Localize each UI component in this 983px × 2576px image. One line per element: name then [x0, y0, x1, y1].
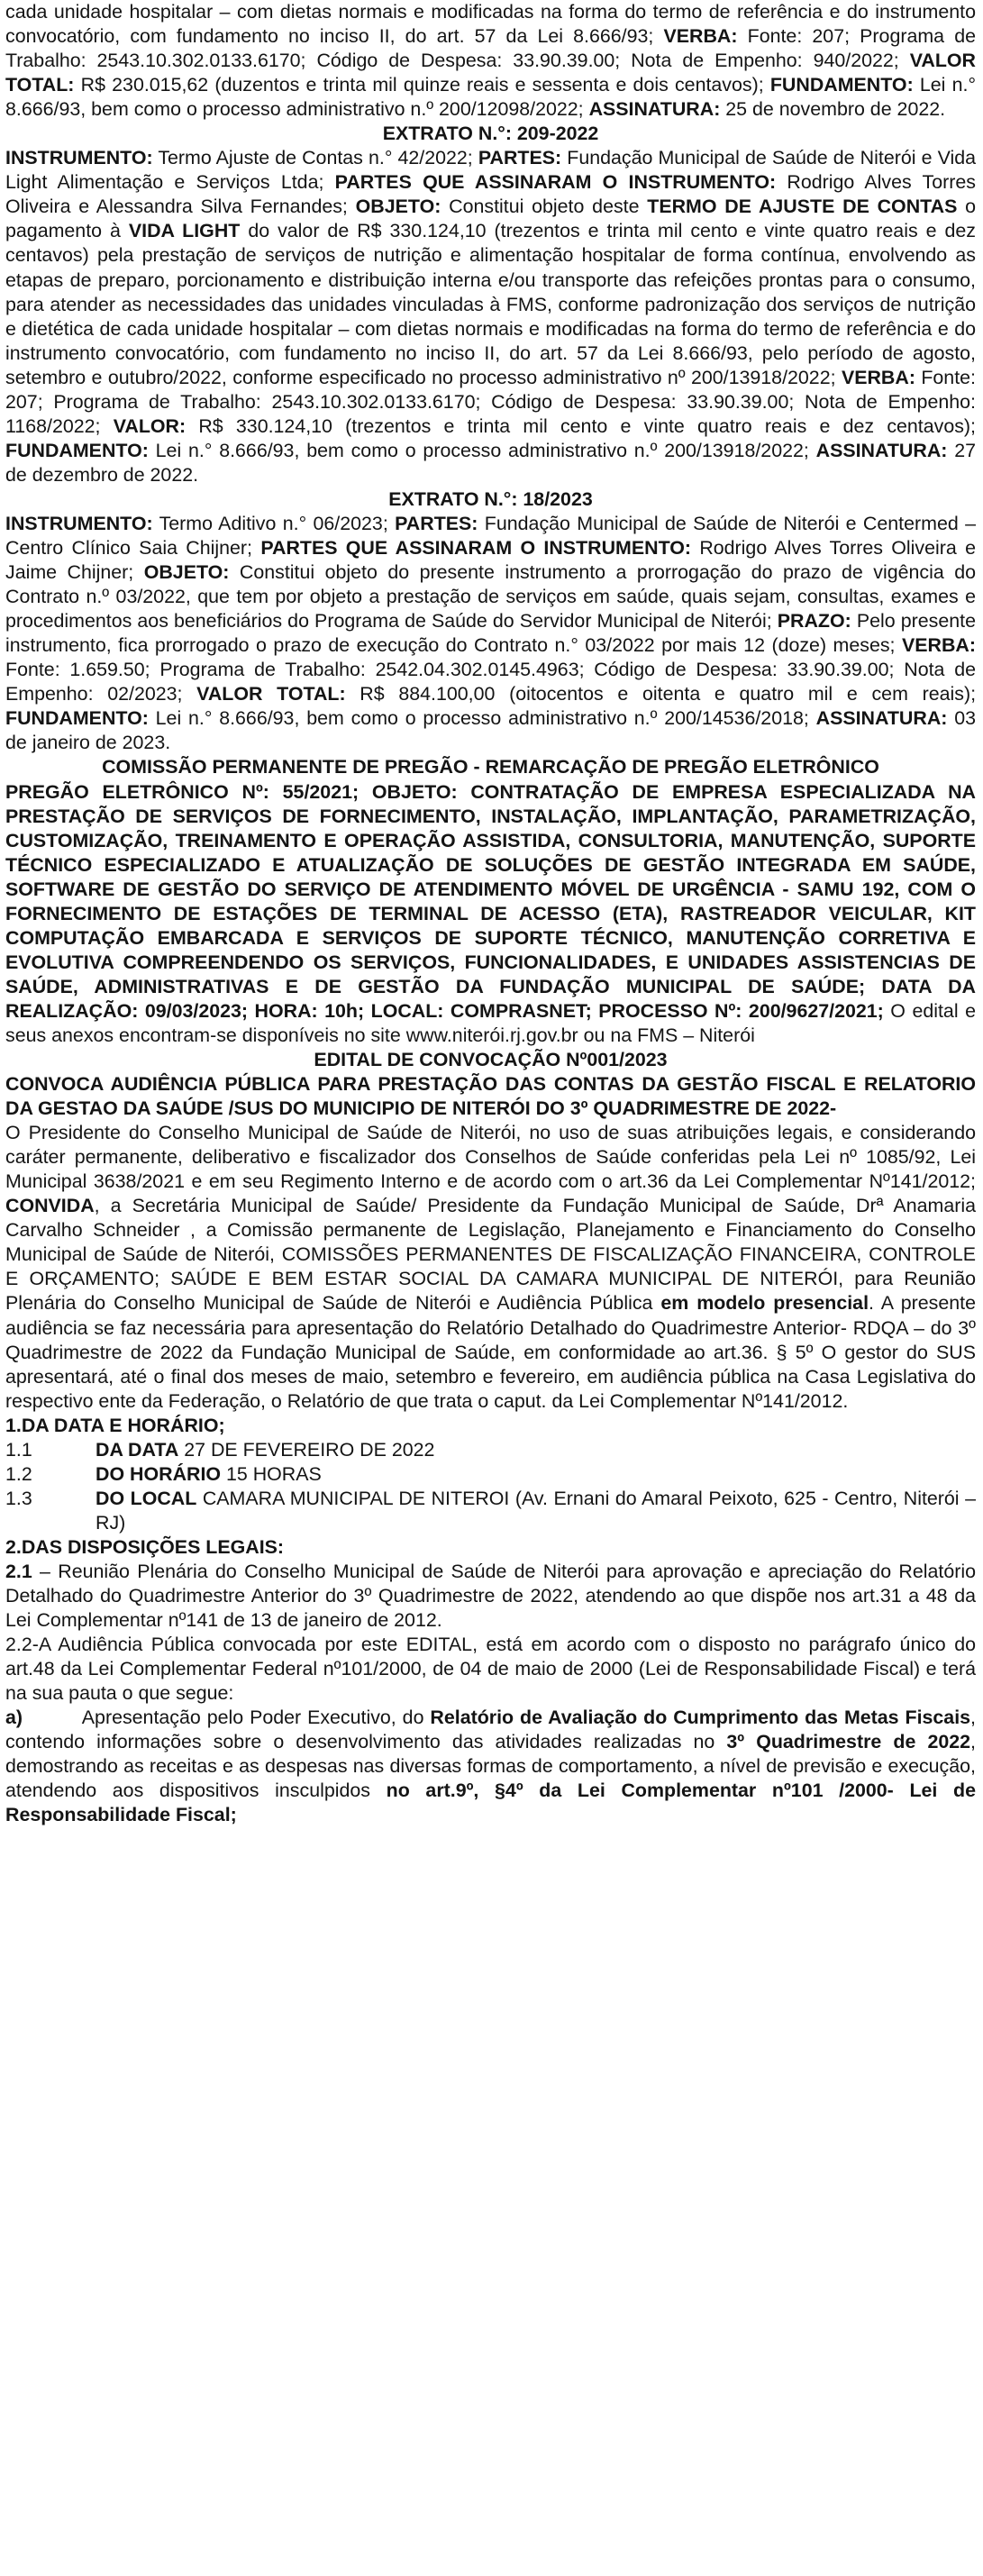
item-1-3	[5, 1487, 976, 1535]
item-label: DO HORÁRIO	[96, 1462, 222, 1485]
section-2-2: 2.2-A Audiência Pública convocada por este EDITAL, está em acordo com o disposto no parágrafo único do art.48 da Lei Complementar Federal nº101/2000, de 04 de maio de 2000 (Lei de Responsabilidade Fiscal) e terá na sua pauta o que segue:	[5, 1634, 976, 1705]
section-2-2-a: a) Apresentação pelo Poder Executivo, do Relatório de Avaliação do Cumprimento das Metas Fiscais, contendo informações sobre o desenvolvimento das atividades realizadas no 3º Quadrimestre de 2022, demostrando as receitas e as despesas nas diversas formas de comportamento, a nível de previsão e execução, atendendo aos dispositivos insculpidos no art.9º, §4º da Lei Complementar nº101 /2000- Lei de Responsabilidade Fiscal;	[5, 1707, 976, 1826]
section-1-title: 1.DA DATA E HORÁRIO;	[5, 1414, 225, 1436]
item-text: CAMARA MUNICIPAL DE NITEROI (Av. Ernani do Amaral Peixoto, 625 - Centro, Niterói – RJ)	[96, 1487, 976, 1534]
pregao-heading: COMISSÃO PERMANENTE DE PREGÃO - REMARCAÇÃO DE PREGÃO ELETRÔNICO	[102, 756, 879, 778]
item-label: DO LOCAL	[96, 1487, 197, 1509]
item-label: DA DATA	[96, 1438, 179, 1461]
edital-subheading: CONVOCA AUDIÊNCIA PÚBLICA PARA PRESTAÇÃO DAS CONTAS DA GESTÃO FISCAL E RELATORIO DA GESTAO DA SAÚDE /SUS DO MUNICIPIO DE NITERÓI DO 3º QUADRIMESTRE DE 2022-	[5, 1073, 976, 1120]
edital-heading: EDITAL DE CONVOCAÇÃO Nº001/2023	[314, 1049, 668, 1071]
extrato-209-heading: EXTRATO N.°: 209-2022	[382, 123, 599, 145]
pregao-body: PREGÃO ELETRÔNICO Nº: 55/2021; OBJETO: CONTRATAÇÃO DE EMPRESA ESPECIALIZADA NA PRESTAÇÃO DE SERVIÇOS DE FORNECIMENTO, INSTALAÇÃO, IMPLANTAÇÃO, PARAMETRIZAÇÃO, CUSTOMIZAÇÃO, TREINAMENTO E OPERAÇÃO ASSISTIDA, CONSULTORIA, MANUTENÇÃO, SUPORTE TÉCNICO ESPECIALIZADO E ATUALIZAÇÃO DE SOLUÇÕES DE GESTÃO INTEGRADA EM SAÚDE, SOFTWARE DE GESTÃO DO SERVIÇO DE ATENDIMENTO MÓVEL DE URGÊNCIA - SAMU 192, COM O FORNECIMENTO DE ESTAÇÕES DE TERMINAL DE ACESSO (ETA), RASTREADOR VEICULAR, KIT COMPUTAÇÃO EMBARCADA E SERVIÇOS DE SUPORTE TÉCNICO, MANUTENÇÃO CORRETIVA E EVOLUTIVA COMPREENDENDO OS SERVIÇOS, FUNCIONALIDADES, E UNIDADES ASSISTENCIAS DE SAÚDE, ADMINISTRATIVAS E DE GESTÃO DA FUNDAÇÃO MUNICIPAL DE SAÚDE; DATA DA REALIZAÇÃO: 09/03/2023; HORA: 10h; LOCAL: COMPRASNET; PROCESSO Nº: 200/9627/2021; O edital e seus anexos encontram-se disponíveis no site www.niterói.rj.gov.br ou na FMS – Niterói	[5, 780, 976, 1046]
extrato-209-body: INSTRUMENTO: Termo Ajuste de Contas n.° 42/2022; PARTES: Fundação Municipal de Saúde de Niterói e Vida Light Alimentação e Serviços Ltda; PARTES QUE ASSINARAM O INSTRUMENTO: Rodrigo Alves Torres Oliveira e Alessandra Silva Fernandes; OBJETO: Constitui objeto deste TERMO DE AJUSTE DE CONTAS o pagamento à VIDA LIGHT do valor de R$ 330.124,10 (trezentos e trinta mil cento e vinte quatro reais e dez centavos) pela prestação de serviços de nutrição e alimentação hospitalar de forma contínua, envolvendo as etapas de preparo, porcionamento e distribuição interna e/ou transporte das refeições prontas para o consumo, para atender as necessidades das unidades vinculadas à FMS, conforme padronização dos serviços de nutrição e dietética de cada unidade hospitalar – com dietas normais e modificadas na forma do termo de referência e do instrumento convocatório, com fundamento no inciso II, do art. 57 da Lei 8.666/93, pelo período de agosto, setembro e outubro/2022, conforme especificado no processo administrativo nº 200/13918/2022; VERBA: Fonte: 207; Programa de Trabalho: 2543.10.302.0133.6170; Código de Despesa: 33.90.39.00; Nota de Empenho: 1168/2022; VALOR: R$ 330.124,10 (trezentos e trinta mil cento e vinte quatro reais e dez centavos); FUNDAMENTO: Lei n.° 8.666/93, bem como o processo administrativo n.º 200/13918/2022; ASSINATURA: 27 de dezembro de 2022.	[5, 147, 977, 486]
paragraph-continuation: cada unidade hospitalar – com dietas normais e modificadas na forma do termo de referência e do instrumento convocatório, com fundamento no inciso II, do art. 57 da Lei 8.666/93; VERBA: Fonte: 207; Programa de Trabalho: 2543.10.302.0133.6170; Código de Despesa: 33.90.39.00; Nota de Empenho: 940/2022; VALOR TOTAL: R$ 230.015,62 (duzentos e trinta mil quinze reais e sessenta e dois centavos); FUNDAMENTO: Lei n.° 8.666/93, bem como o processo administrativo n.º 200/12098/2022; ASSINATURA: 25 de novembro de 2022.	[5, 1, 977, 121]
item-number: 1.1	[5, 1438, 32, 1461]
item-number: 1.2	[5, 1462, 32, 1485]
section-2-1: 2.1 – Reunião Plenária do Conselho Municipal de Saúde de Niterói para aprovação e apreciação do Relatório Detalhado do Quadrimestre Anterior do 3º Quadrimestre de 2022, atendendo ao que dispõe nos art.31 a 48 da Lei Complementar nº141 de 13 de janeiro de 2012.	[5, 1561, 976, 1632]
item-number: 1.3	[5, 1487, 32, 1509]
section-2-title: 2.DAS DISPOSIÇÕES LEGAIS:	[5, 1535, 285, 1558]
item-text: 15 HORAS	[221, 1462, 322, 1485]
item-text: 27 DE FEVEREIRO DE 2022	[178, 1438, 435, 1461]
extrato-18-heading: EXTRATO N.°: 18/2023	[388, 487, 593, 510]
edital-intro: O Presidente do Conselho Municipal de Saúde de Niterói, no uso de suas atribuições legais, e considerando caráter permanente, deliberativo e fiscalizador dos Conselhos de Saúde conferidas pela Lei nº 1085/92, Lei Municipal 3638/2021 e em seu Regimento Interno e de acordo com o art.36 da Lei Complementar Nº141/2012; CONVIDA, a Secretária Municipal de Saúde/ Presidente da Fundação Municipal de Saúde, Drª Anamaria Carvalho Schneider , a Comissão permanente de Legislação, Planejamento e Financiamento do Conselho Municipal de Saúde de Niterói, COMISSÕES PERMANENTES DE FISCALIZAÇÃO FINANCEIRA, CONTROLE E ORÇAMENTO; SAÚDE E BEM ESTAR SOCIAL DA CAMARA MUNICIPAL DE NITERÓI, para Reunião Plenária do Conselho Municipal de Saúde de Niterói e Audiência Pública em modelo presencial. A presente audiência se faz necessária para apresentação do Relatório Detalhado do Quadrimestre Anterior- RDQA – do 3º Quadrimestre de 2022 da Fundação Municipal de Saúde, em conformidade ao art.36. § 5º O gestor do SUS apresentará, até o final dos meses de maio, setembro e fevereiro, em audiência pública na Casa Legislativa do respectivo ente da Federação, o Relatório de que trata o caput. da Lei Complementar Nº141/2012.	[5, 1122, 976, 1412]
item-1-2	[5, 1462, 976, 1487]
item-1-1	[5, 1438, 976, 1462]
extrato-18-body: INSTRUMENTO: Termo Aditivo n.° 06/2023; PARTES: Fundação Municipal de Saúde de Niterói e Centermed – Centro Clínico Saia Chijner; PARTES QUE ASSINARAM O INSTRUMENTO: Rodrigo Alves Torres Oliveira e Jaime Chijner; OBJETO: Constitui objeto do presente instrumento a prorrogação do prazo de vigência do Contrato n.º 03/2022, que tem por objeto a prestação de serviços em saúde, quais sejam, consultas, exames e procedimentos aos beneficiários do Programa de Saúde do Servidor Municipal de Niterói; PRAZO: Pelo presente instrumento, fica prorrogado o prazo de execução do Contrato n.° 03/2022 por mais 12 (doze) meses; VERBA: Fonte: 1.659.50; Programa de Trabalho: 2542.04.302.0145.4963; Código de Despesa: 33.90.39.00; Nota de Empenho: 02/2023; VALOR TOTAL: R$ 884.100,00 (oitocentos e oitenta e quatro mil e cem reais); FUNDAMENTO: Lei n.° 8.666/93, bem como o processo administrativo n.º 200/14536/2018; ASSINATURA: 03 de janeiro de 2023.	[5, 512, 977, 754]
